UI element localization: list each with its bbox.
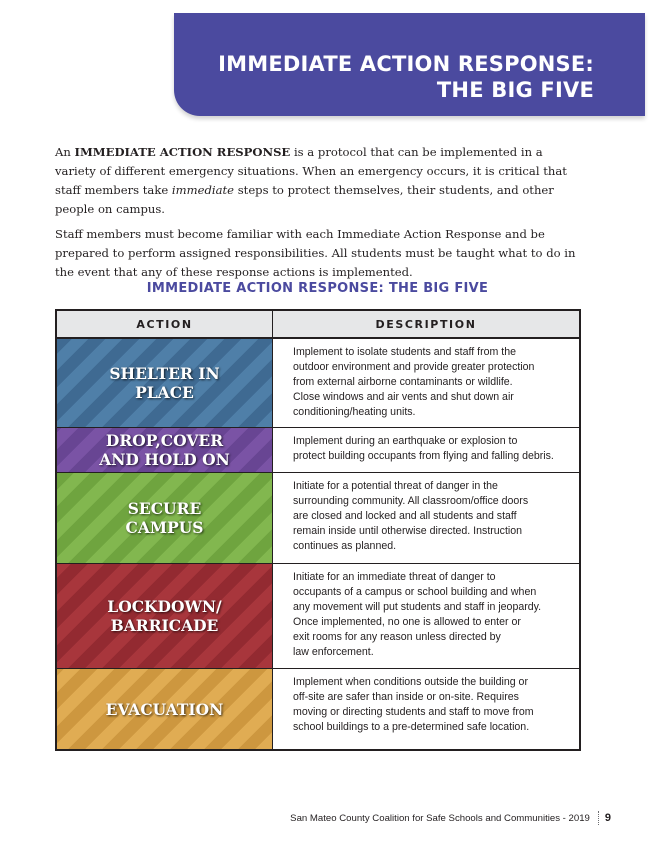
action-cell-evacuation [57,669,273,749]
action-cell-shelter-in-place [57,339,273,427]
description-line: Once implemented, no one is allowed to enter or [293,616,521,628]
description-line: Initiate for an immediate threat of danger to [293,571,496,583]
description-line: Implement to isolate students and staff from the [293,346,516,358]
table-row-evacuation [57,669,579,749]
description-cell-evacuation [273,669,579,749]
action-label-line: DROP,COVER [105,431,224,450]
description-line: from external airborne contaminants or wildlife. [293,376,513,388]
description-line: Close windows and air vents and shut down air [293,391,514,403]
footer-text: San Mateo County Coalition for Safe Schools and Communities - 2019 [290,812,590,824]
table-row-shelter-in-place [57,339,579,428]
title-banner [174,13,645,116]
description-line: Implement when conditions outside the building or [293,676,528,688]
intro-p1-lead: An [55,145,75,159]
intro-paragraph-1 [55,143,580,219]
action-label-line: CAMPUS [125,518,204,537]
description-cell-shelter-in-place [273,339,579,427]
description-line: protect building occupants from flying and falling debris. [293,450,554,462]
action-label-line: LOCKDOWN/ [107,597,222,616]
description-line: conditioning/heating units. [293,406,416,418]
big-five-table [55,309,581,751]
intro-text [55,143,580,288]
action-label-line: SECURE [127,499,202,518]
footer-divider [598,811,599,825]
table-header-row [57,311,579,339]
description-line: moving or directing students and staff to move from [293,706,534,718]
table-row-secure-campus [57,473,579,564]
description-line: school buildings to a pre-determined safe location. [293,721,530,733]
description-line: occupants of a campus or school building and when [293,586,537,598]
page-footer [290,811,611,825]
description-line: any movement will put students and staff in jeopardy. [293,601,542,613]
description-line: exit rooms for any reason unless directed by [293,631,501,643]
description-line: continues as planned. [293,540,397,552]
description-line: remain inside until otherwise directed. Instruction [293,525,523,537]
page-title-line-1: IMMEDIATE ACTION RESPONSE: [218,52,594,76]
description-cell-lockdown-barricade [273,564,579,668]
column-header-action: ACTION [57,311,273,337]
description-line: surrounding community. All classroom/office doors [293,495,529,507]
intro-p1-bold: IMMEDIATE ACTION RESPONSE [74,145,291,159]
description-cell-secure-campus [273,473,579,563]
description-cell-drop-cover-hold [273,428,579,472]
description-line: outdoor environment and provide greater protection [293,361,535,373]
action-label-line: EVACUATION [105,699,224,719]
table-row-drop-cover-hold [57,428,579,473]
action-label-line: PLACE [135,383,194,402]
action-cell-secure-campus [57,473,273,563]
description-line: law enforcement. [293,646,374,658]
table-heading: IMMEDIATE ACTION RESPONSE: THE BIG FIVE [146,281,489,296]
description-line: Initiate for a potential threat of danger in the [293,480,498,492]
intro-p1-end: steps to protect themselves, their students, and other people on campus. [55,183,554,216]
page-number: 9 [604,812,611,824]
description-line: Implement during an earthquake or explosion to [293,435,518,447]
column-header-description: DESCRIPTION [375,317,477,331]
action-cell-drop-cover-hold [57,428,273,472]
description-line: off-site are safer than inside or on-site. Requires [293,691,519,703]
intro-p1-italic: immediate [171,183,235,197]
description-line: are closed and locked and all students and staff [293,510,517,522]
action-label-line: AND HOLD ON [99,450,230,469]
action-label-line: SHELTER IN [109,364,220,383]
action-cell-lockdown-barricade [57,564,273,668]
table-row-lockdown-barricade [57,564,579,669]
intro-paragraph-2: Staff members must become familiar with each Immediate Action Response and be prepared to perform assigned responsibilities. All students must be taught what to do in the event that any of these response actions is implemented. [55,227,576,279]
intro-p1-mid: is a protocol that can be implemented in a variety of different emergency situations. When an emergency occurs, it is critical that staff members take [55,145,567,197]
page-title-line-2: THE BIG FIVE [436,78,594,102]
action-label-line: BARRICADE [110,616,219,635]
